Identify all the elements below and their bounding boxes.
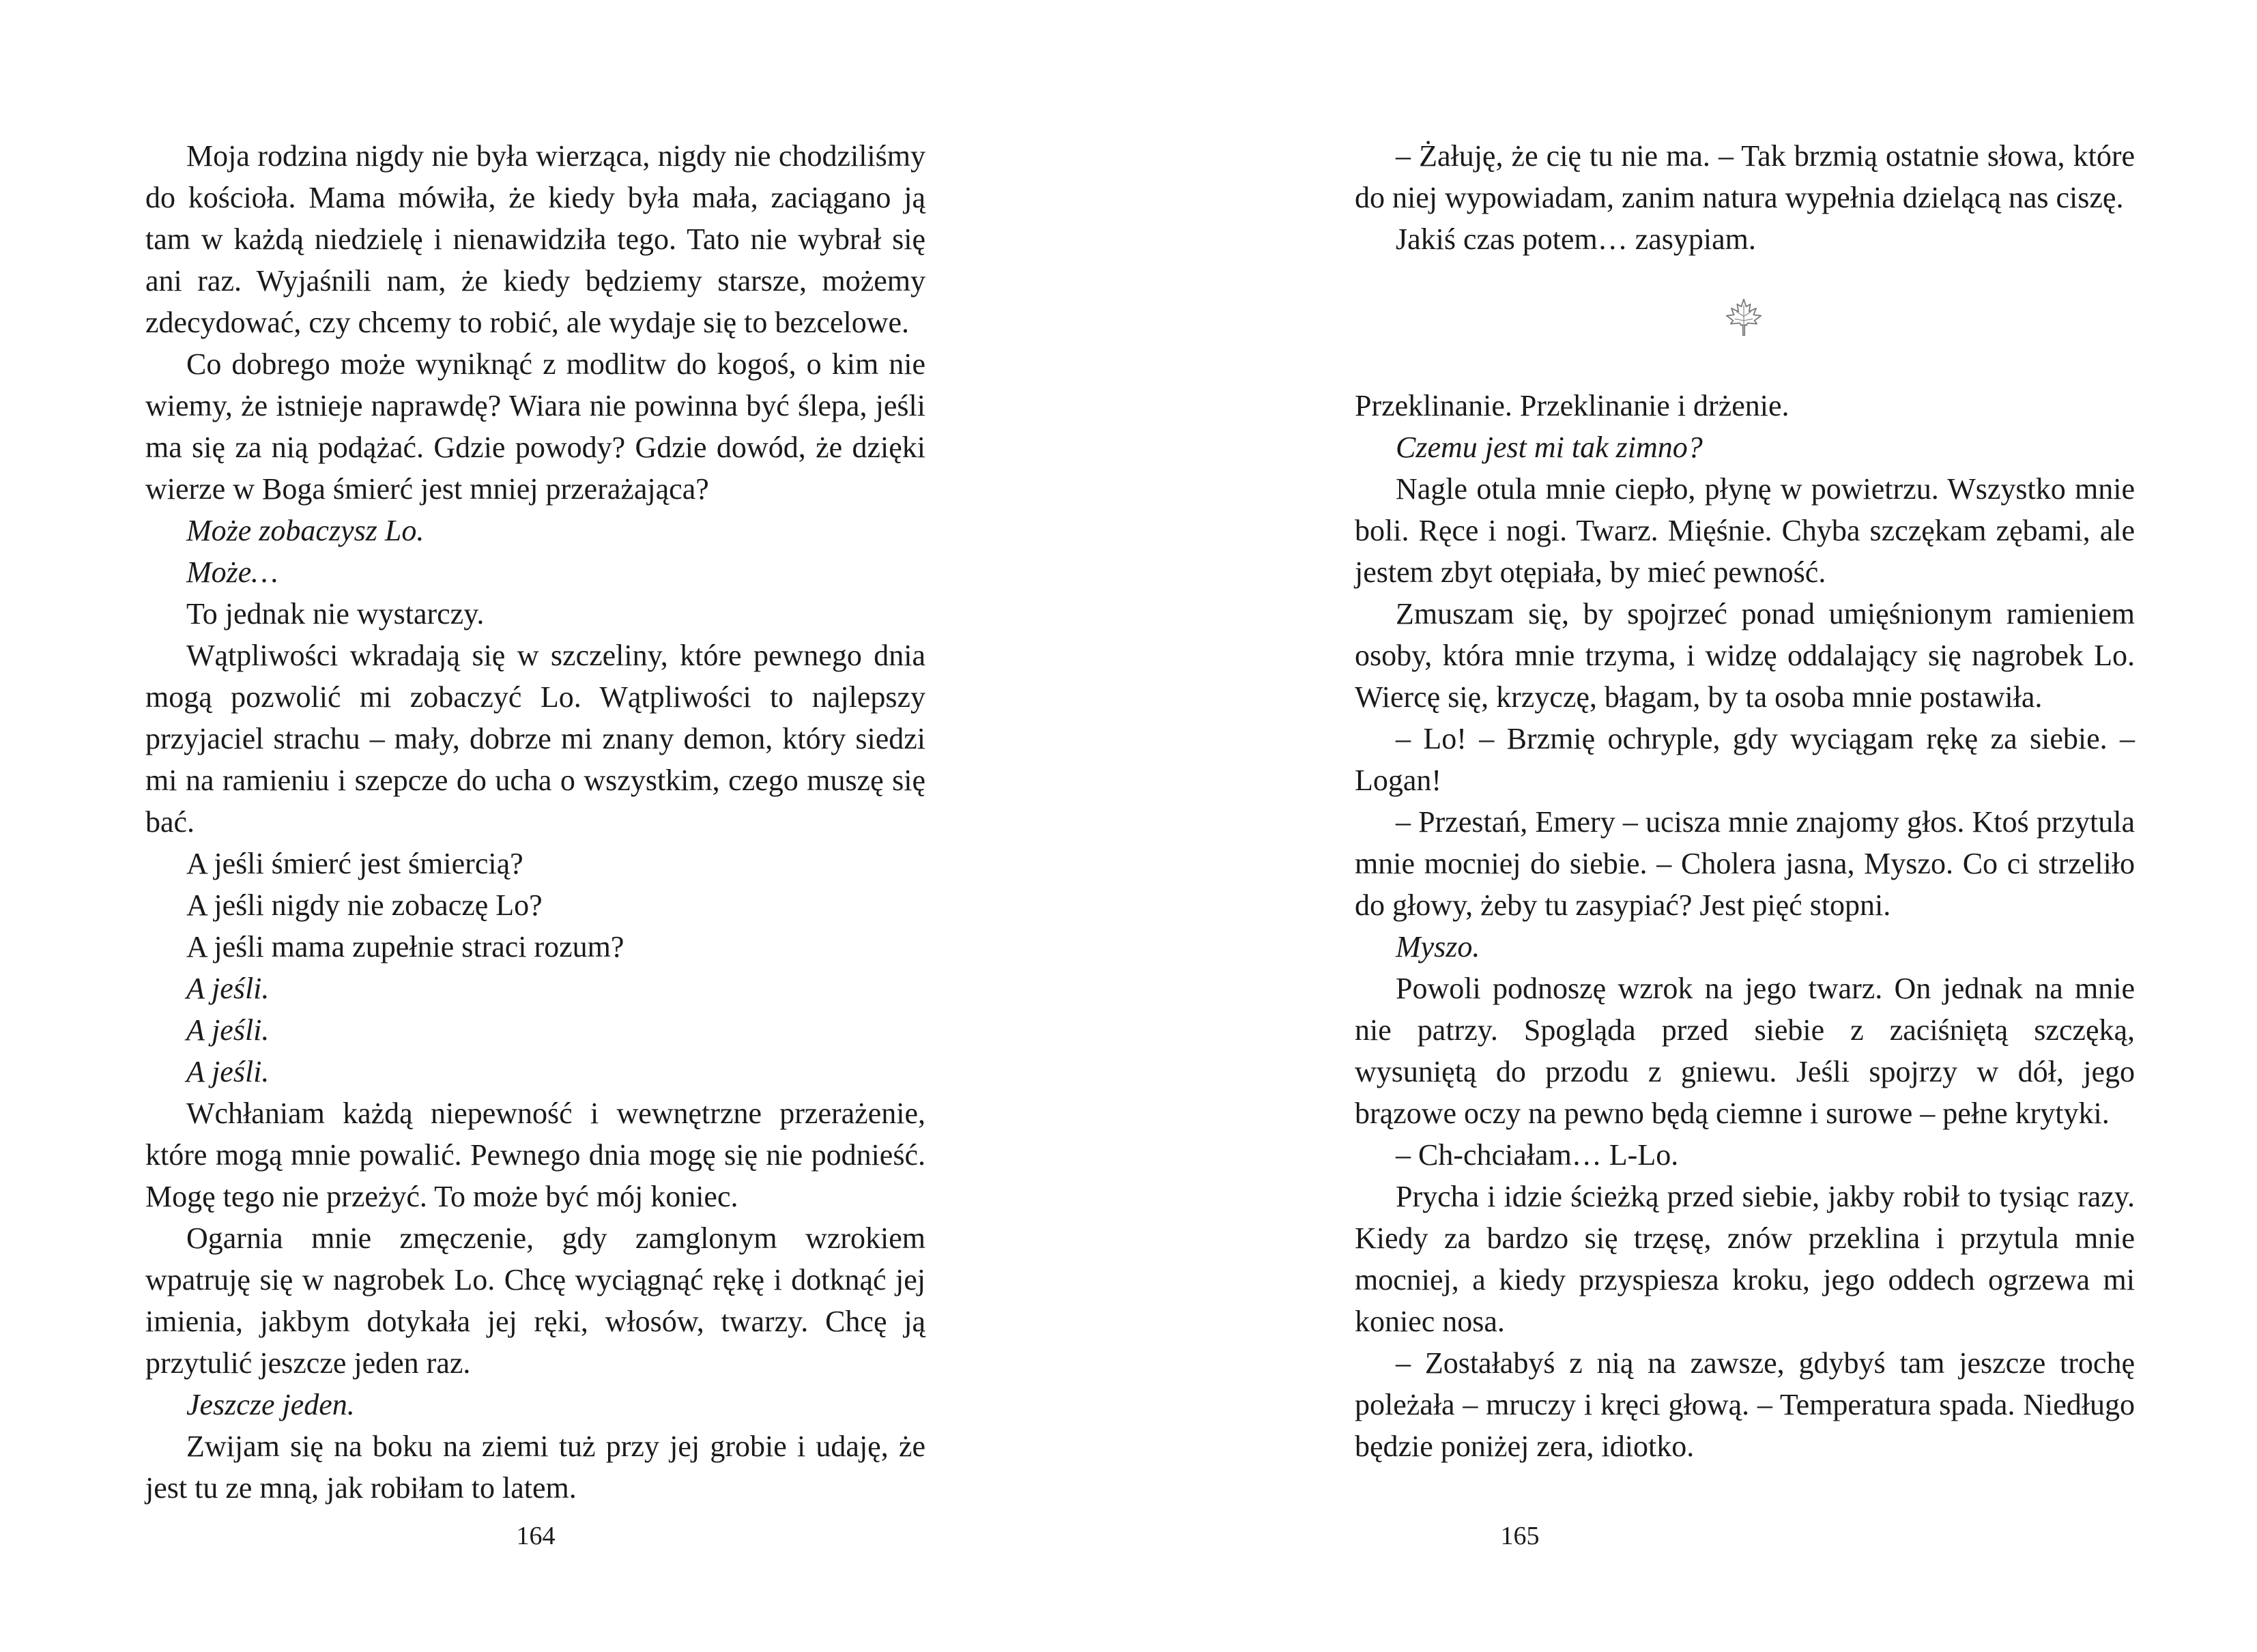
section-break <box>1355 260 2135 385</box>
paragraph: Nagle otula mnie ciepło, płynę w powietrzu. Wszystko mnie boli. Ręce i nogi. Twarz. Mięśnie. Chyba szczękam zębami, ale jestem zbyt otępiała, by mieć pewność. <box>1355 472 2135 589</box>
paragraph: A jeśli mama zupełnie straci rozum? <box>186 930 624 963</box>
paragraph: Moja rodzina nigdy nie była wierząca, nigdy nie chodziliśmy do kościoła. Mama mówiła, że kiedy była mała, zaciągano ją tam w każdą niedzielę i nienawidziła tego. Tato nie wybrał się ani raz. Wyjaśnili nam, że kiedy będziemy starsze, możemy zdecydować, czy chcemy to robić, ale wydaje się to bezcelowe. <box>145 139 925 339</box>
paragraph: – Ch-chciałam… L-Lo. <box>1396 1138 1679 1172</box>
paragraph: Powoli podnoszę wzrok na jego twarz. On jednak na mnie nie patrzy. Spogląda przed siebie z zaciśniętą szczęką, wysuniętą do przodu z gniewu. Jeśli spojrzy w dół, jego brązowe oczy na pewno będą ciemne i surowe – pełne krytyki. <box>1355 972 2135 1130</box>
paragraph: Jakiś czas potem… zasypiam. <box>1396 222 1756 256</box>
italic-paragraph: Jeszcze jeden. <box>186 1388 355 1421</box>
paragraph: Wątpliwości wkradają się w szczeliny, które pewnego dnia mogą pozwolić mi zobaczyć Lo. Wątpliwości to najlepszy przyjaciel strachu – mały, dobrze mi znany demon, który siedzi mi na ramieniu i szepcze do ucha o wszystkim, czego muszę się bać. <box>145 639 925 839</box>
paragraph: – Przestań, Emery – ucisza mnie znajomy głos. Ktoś przytula mnie mocniej do siebie. – Cholera jasna, Myszo. Co ci strzeliło do głowy, żeby tu zasypiać? Jest pięć stopni. <box>1355 805 2135 922</box>
paragraph: Zwijam się na boku na ziemi tuż przy jej grobie i udaję, że jest tu ze mną, jak robiłam to latem. <box>145 1430 925 1505</box>
italic-paragraph: Może zobaczysz Lo. <box>186 514 425 547</box>
italic-paragraph: A jeśli. <box>186 1013 270 1047</box>
italic-paragraph: Może… <box>186 555 278 589</box>
paragraph: Zmuszam się, by spojrzeć ponad umięśnionym ramieniem osoby, która mnie trzyma, i widzę oddalający się nagrobek Lo. Wiercę się, krzyczę, błagam, by ta osoba mnie postawiła. <box>1355 597 2135 714</box>
paragraph: To jednak nie wystarczy. <box>186 597 485 631</box>
paragraph: Przeklinanie. Przeklinanie i drżenie. <box>1355 389 1789 422</box>
italic-paragraph: Czemu jest mi tak zimno? <box>1396 431 1703 464</box>
paragraph: A jeśli nigdy nie zobaczę Lo? <box>186 888 543 922</box>
left-page-text <box>145 135 925 1509</box>
paragraph: – Żałuję, że cię tu nie ma. – Tak brzmią ostatnie słowa, które do niej wypowiadam, zanim natura wypełnia dzielącą nas ciszę. <box>1355 139 2135 214</box>
italic-paragraph: A jeśli. <box>186 1055 270 1088</box>
italic-paragraph: A jeśli. <box>186 972 270 1005</box>
maple-leaf-icon <box>1723 297 1764 338</box>
right-page-text <box>1355 135 2135 1467</box>
paragraph: – Zostałabyś z nią na zawsze, gdybyś tam jeszcze trochę poleżała – mruczy i kręci głową. – Temperatura spada. Niedługo będzie poniżej zera, idiotko. <box>1355 1346 2135 1463</box>
page-number: 165 <box>1500 1522 1540 1550</box>
left-page <box>0 0 1128 1652</box>
right-page <box>1128 0 2257 1652</box>
paragraph: A jeśli śmierć jest śmiercią? <box>186 847 523 880</box>
page-number: 164 <box>516 1522 556 1550</box>
paragraph: Wchłaniam każdą niepewność i wewnętrzne przerażenie, które mogą mnie powalić. Pewnego dnia mogę się nie podnieść. Mogę tego nie przeżyć. To może być mój koniec. <box>145 1097 925 1213</box>
italic-paragraph: Myszo. <box>1396 930 1480 963</box>
paragraph: Ogarnia mnie zmęczenie, gdy zamglonym wzrokiem wpatruję się w nagrobek Lo. Chcę wyciągnąć rękę i dotknąć jej imienia, jakbym dotykała jej ręki, włosów, twarzy. Chcę ją przytulić jeszcze jeden raz. <box>145 1221 925 1380</box>
paragraph: – Lo! – Brzmię ochryple, gdy wyciągam rękę za siebie. – Logan! <box>1355 722 2135 797</box>
paragraph: Co dobrego może wyniknąć z modlitw do kogoś, o kim nie wiemy, że istnieje naprawdę? Wiara nie powinna być ślepa, jeśli ma się za nią podążać. Gdzie powody? Gdzie dowód, że dzięki wierze w Boga śmierć jest mniej przerażająca? <box>145 347 925 506</box>
paragraph: Prycha i idzie ścieżką przed siebie, jakby robił to tysiąc razy. Kiedy za bardzo się trzęsę, znów przeklina i przytula mnie mocniej, a kiedy przyspiesza kroku, jego oddech ogrzewa mi koniec nosa. <box>1355 1180 2135 1338</box>
